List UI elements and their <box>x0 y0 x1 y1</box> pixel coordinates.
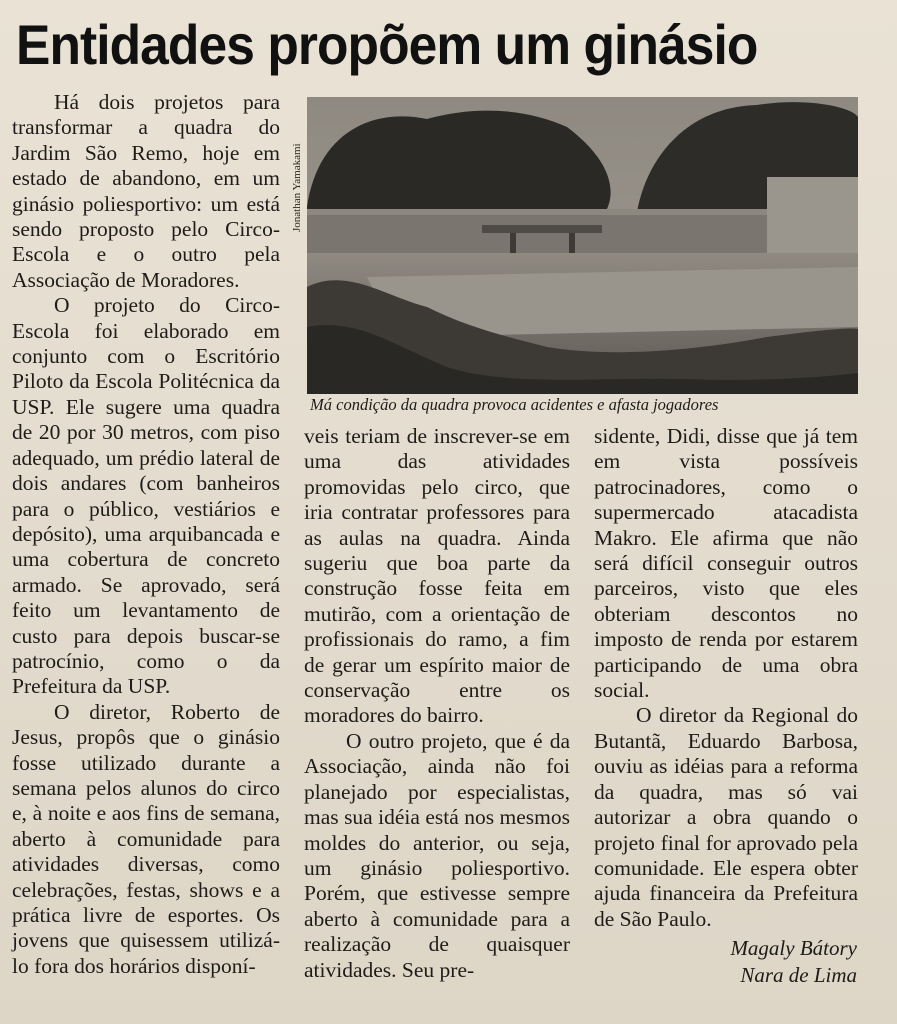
article-column-2 <box>304 424 570 983</box>
news-photo <box>307 97 858 394</box>
article-column-3 <box>594 424 858 932</box>
photo-caption: Má condição da quadra provoca acidentes e afasta jogadores <box>310 395 719 414</box>
headline: Entidades propõem um ginásio <box>16 13 758 76</box>
paragraph: sidente, Didi, disse que já tem em vista possíveis patrocinadores, como o supermercado atacadista Makro. Ele afirma que não será difícil conseguir outros parceiros, visto que eles obteriam descontos no imposto de renda por estarem participando de uma obra social. <box>594 424 858 703</box>
paragraph: O outro projeto, que é da Associação, ainda não foi planejado por especialistas, mas sua idéia está nos mesmos moldes do anterior, ou seja, um ginásio poliesportivo. Porém, que estivesse sempre aberto à comunidade para a realização de quaisquer atividades. Seu pre- <box>304 728 570 982</box>
author-byline: Magaly Bátory <box>730 936 857 960</box>
paragraph: O diretor da Regional do Butantã, Eduardo Barbosa, ouviu as idéias para a reforma da quadra, mas só vai autorizar a obra quando o projeto final for aprovado pela comunidade. Ele espera obter ajuda financeira da Prefeitura de São Paulo. <box>594 703 858 931</box>
paragraph: Há dois projetos para transformar a quadra do Jardim São Remo, hoje em estado de abandono, em um ginásio poliesportivo: um está sendo proposto pelo Circo-Escola e o outro pela Associação de Moradores. <box>12 90 280 292</box>
paragraph: veis teriam de inscrever-se em uma das atividades promovidas pelo circo, que iria contratar professores para as aulas na quadra. Ainda sugeriu que boa parte da construção fosse feita em mutirão, com a orientação de profissionais do ramo, a fim de gerar um espírito maior de conservação entre os moradores do bairro. <box>304 424 570 728</box>
article-column-1 <box>12 90 280 979</box>
photo-image <box>307 97 858 394</box>
author-byline: Nara de Lima <box>740 963 857 987</box>
photo-credit: Jonathan Yamakami <box>291 143 303 232</box>
paragraph: O projeto do Circo-Escola foi elaborado em conjunto com o Escritório Piloto da Escola Politécnica da USP. Ele sugere uma quadra de 20 por 30 metros, com piso adequado, um prédio lateral de dois andares (com banheiros para o público, vestiários e depósito), uma arquibancada e uma cobertura de concreto armado. Se aprovado, será feito um levantamento de custo para depois buscar-se patrocínio, como o da Prefeitura da USP. <box>12 293 280 699</box>
paragraph: O diretor, Roberto de Jesus, propôs que o ginásio fosse utilizado durante a semana pelos alunos do circo e, à noite e aos fins de semana, aberto à comunidade para atividades diversas, como celebrações, festas, shows e a prática livre de esportes. Os jovens que quisessem utilizá-lo fora dos horários disponí- <box>12 699 280 978</box>
